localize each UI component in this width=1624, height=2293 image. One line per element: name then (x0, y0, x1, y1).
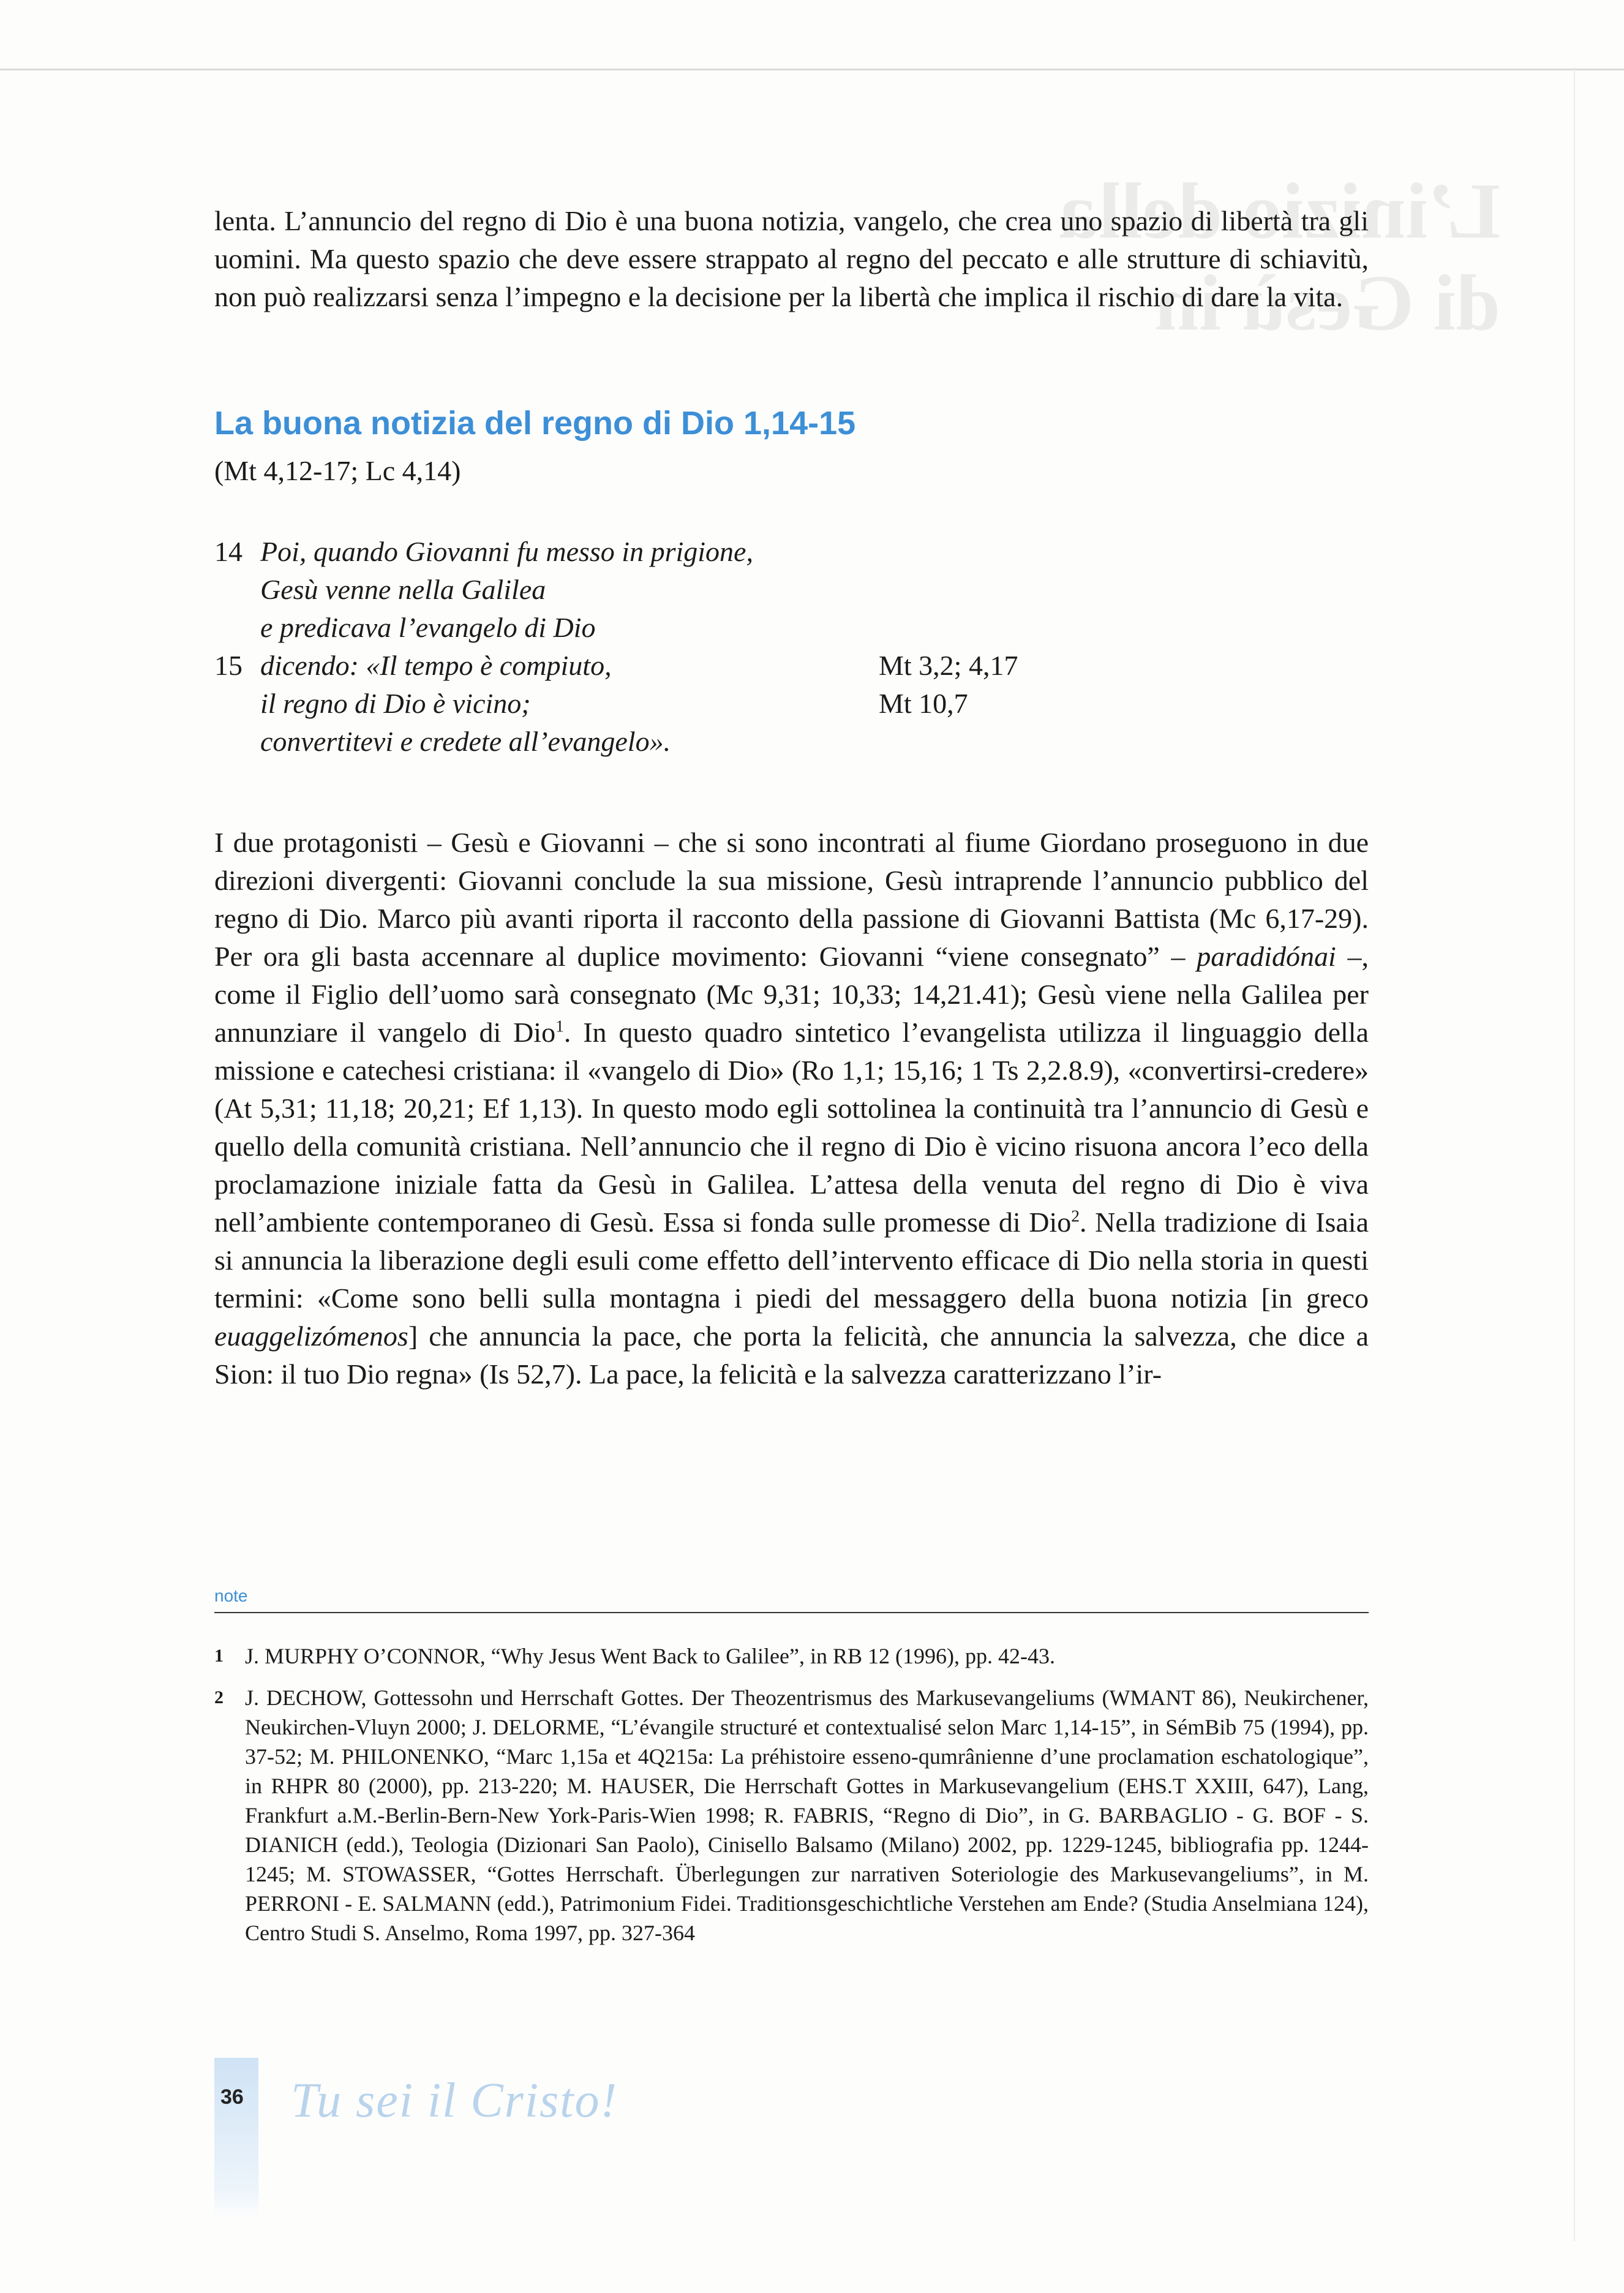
paragraph-2 (214, 824, 1369, 1393)
page-number-tab (214, 2058, 258, 2217)
footnotes (214, 1641, 1369, 1960)
footnote-text: J. MURPHY O’CONNOR, “Why Jesus Went Back to Galilee”, in RB 12 (1996), pp. 42-43. (245, 1644, 1055, 1668)
text-run: ] che annuncia la pace, che porta la felicità, che annuncia la salvezza, che dice a Sion: il tuo Dio regna» (Is 52,7). La pace, la felicità e la salvezza caratterizzano l’ir- (214, 1320, 1369, 1390)
verse-line (214, 723, 1072, 761)
verse-text: il regno di Dio è vicino; (260, 688, 531, 719)
verse-line (214, 685, 1072, 723)
running-title: Tu sei il Cristo! (291, 2074, 618, 2128)
paragraph-2-text (214, 824, 1369, 1393)
verse-number: 14 (214, 536, 242, 567)
section-parallels: (Mt 4,12-17; Lc 4,14) (214, 455, 461, 486)
notes-label: note (214, 1586, 248, 1605)
verse-number: 15 (214, 650, 242, 681)
verse-block (214, 533, 1072, 761)
text-run: . Nella tradizione di Isaia si annuncia la liberazione degli esuli come effetto dell’intervento efficace di Dio nella storia in questi termini: «Come sono belli sulla montagna i piedi del messaggero della buona notizia [in greco (214, 1207, 1369, 1314)
page-number: 36 (220, 2085, 244, 2109)
verse-text: dicendo: «Il tempo è compiuto, (260, 650, 612, 681)
verse-text: Poi, quando Giovanni fu messo in prigione, (260, 536, 753, 567)
cross-reference: Mt 10,7 (879, 688, 968, 719)
verse-line (214, 609, 1072, 647)
greek-term: euaggelizómenos (214, 1320, 408, 1352)
footnote-text: J. DECHOW, Gottessohn und Herrschaft Gottes. Der Theozentrismus des Markusevangeliums (WMANT 86), Neukirchener, Neukirchen-Vluyn 2000; J. DELORME, “L’évangile structuré et contextualisé selon Marc 1,14-15”, in SémBib 75 (1994), pp. 37-52; M. PHILONENKO, “Marc 1,15a et 4Q215a: La préhistoire esseno-qumrânienne d’une proclamation eschatologique”, in RHPR 80 (2000), pp. 213-220; M. HAUSER, Die Herrschaft Gottes in Markusevangelium (EHS.T XXIII, 647), Lang, Frankfurt a.M.-Berlin-Bern-New York-Paris-Wien 1998; R. FABRIS, “Regno di Dio”, in G. BARBAGLIO - G. BOF - S. DIANICH (edd.), Teologia (Dizionari San Paolo), Cinisello Balsamo (Milano) 2002, pp. 1229-1245, bibliografia pp. 1244-1245; M. STOWASSER, “Gottes Herrschaft. Überlegungen zur narrativen Soteriologie des Markusevangeliums”, in M. PERRONI - E. SALMANN (edd.), Patrimonium Fidei. Traditionsgeschichtliche Verstehen am Ende? (Studia Anselmiana 124), Centro Studi S. Anselmo, Roma 1997, pp. 327-364 (245, 1685, 1369, 1945)
footnote-ref: 1 (555, 1016, 564, 1036)
verse-text: Gesù venne nella Galilea (260, 574, 546, 605)
text-run: . In questo quadro sintetico l’evangelista utilizza il linguaggio della missione e catechesi cristiana: il «vangelo di Dio» (Ro 1,1; 15,16; 1 Ts 2,2.8.9), «convertirsi-credere» (At 5,31; 11,18; 20,21; Ef 1,13). In questo modo egli sottolinea la continuità tra l’annuncio di Gesù e quello della comunità cristiana. Nell’annuncio che il regno di Dio è vicino risuona ancora l’eco della proclamazione iniziale fatta da Gesù in Galilea. L’attesa della venuta del regno di Dio è viva nell’ambiente contemporaneo di Gesù. Essa si fonda sulle promesse di Dio (214, 1017, 1369, 1238)
notes-divider (214, 1612, 1369, 1613)
footnote (214, 1641, 1369, 1671)
verse-text: e predicava l’evangelo di Dio (260, 612, 596, 643)
paragraph-1: lenta. L’annuncio del regno di Dio è una buona notizia, vangelo, che crea uno spazio di libertà tra gli uomini. Ma questo spazio che deve essere strappato al regno del peccato e alle strutture di schiavitù, non può realizzarsi senza l’impegno e la decisione per la libertà che implica il rischio di dare la vita. (214, 205, 1369, 312)
footnote-number: 2 (214, 1687, 224, 1708)
page-edge-shadow (1574, 67, 1575, 2242)
section-heading: La buona notizia del regno di Dio 1,14-15 (214, 405, 856, 442)
scan-edge-line (0, 69, 1624, 70)
text-run: –, come il Figlio dell’uomo sarà consegnato (Mc 9,31; 10,33; 14,21.41); Gesù viene nella Galilea per annunziare il vangelo di Dio (214, 941, 1369, 1048)
text-run: I due protagonisti – Gesù e Giovanni – che si sono incontrati al fiume Giordano proseguono in due direzioni divergenti: Giovanni conclude la sua missione, Gesù intraprende l’annuncio pubblico del regno di Dio. Marco più avanti riporta il racconto della passione di Giovanni Battista (Mc 6,17-29). Per ora gli basta accennare al duplice movimento: Giovanni “viene consegnato” – (214, 827, 1369, 972)
cross-reference: Mt 3,2; 4,17 (879, 650, 1018, 681)
verse-line (214, 647, 1072, 685)
footnote-number: 1 (214, 1646, 224, 1666)
verse-line (214, 533, 1072, 571)
greek-term: paradidónai (1197, 941, 1336, 972)
footnote (214, 1683, 1369, 1948)
show-through-bleed: L’inizio della di Gesù in (1058, 167, 1500, 347)
verse-line (214, 571, 1072, 609)
footnote-ref: 2 (1071, 1206, 1080, 1226)
verse-text: convertitevi e credete all’evangelo». (260, 726, 671, 757)
